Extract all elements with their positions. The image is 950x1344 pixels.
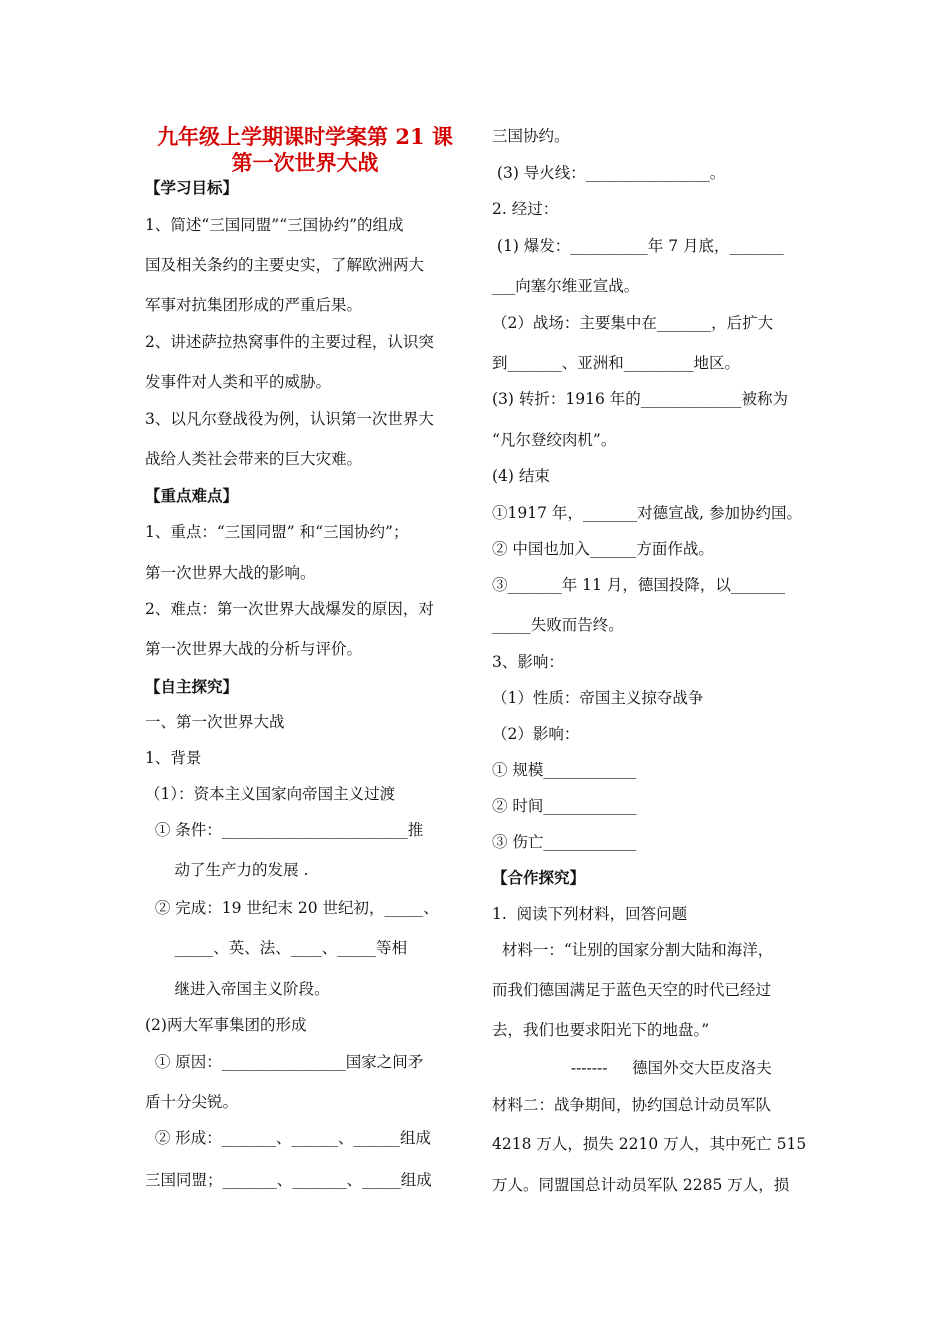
text-line: ------- 德国外交大臣皮洛夫 — [492, 1059, 772, 1077]
text-line: ① 规模____________ — [492, 761, 637, 779]
text-line: ② 形成：_______、______、______组成 — [145, 1129, 432, 1147]
text-line: 发事件对人类和平的威胁。 — [145, 373, 332, 391]
text-line: 3、影响： — [492, 653, 564, 671]
text-line: 万人。同盟国总计动员军队 2285 万人，损 — [492, 1176, 790, 1194]
text-line: 一、第一次世界大战 — [145, 713, 285, 731]
text-line: 1. 阅读下列材料，回答问题 — [492, 905, 688, 923]
text-line: 1、重点：“三国同盟” 和“三国协约”； — [145, 523, 409, 541]
text-line: 1、简述“三国同盟”“三国协约”的组成 — [145, 216, 404, 234]
text-line: 国及相关条约的主要史实，了解欧洲两大 — [145, 256, 425, 274]
text-line: （1）性质：帝国主义掠夺战争 — [492, 689, 704, 707]
text-line: (4) 结束 — [492, 467, 550, 485]
text-line: (3) 导火线：________________。 — [492, 164, 726, 182]
text-line: （1）：资本主义国家向帝国主义过渡 — [145, 785, 396, 803]
document-title-line-1: 九年级上学期课时学案第 21 课 — [157, 124, 453, 149]
text-line: （2）影响： — [492, 725, 580, 743]
text-line: 而我们德国满足于蓝色天空的时代已经过 — [492, 981, 772, 999]
text-line: 到_______、亚洲和_________地区。 — [492, 354, 741, 372]
text-line: 盾十分尖锐。 — [145, 1093, 239, 1111]
text-line: 2. 经过： — [492, 200, 559, 218]
text-line: 第一次世界大战的影响。 — [145, 564, 316, 582]
text-line: 1、背景 — [145, 749, 202, 767]
text-line: 动了生产力的发展 . — [145, 861, 309, 879]
text-line: ① 条件：________________________推 — [145, 821, 424, 839]
text-line: 三国协约。 — [492, 127, 570, 145]
text-line: （2）战场：主要集中在_______，后扩大 — [492, 314, 774, 332]
text-line: ② 中国也加入______方面作战。 — [492, 540, 714, 558]
text-line: 2、讲述萨拉热窝事件的主要过程，认识突 — [145, 333, 434, 351]
text-line: _____失败而告终。 — [492, 616, 624, 634]
text-line: 2、难点：第一次世界大战爆发的原因，对 — [145, 600, 434, 618]
section-heading: 【重点难点】 — [145, 486, 239, 505]
text-line: ③_______年 11 月，德国投降，以_______ — [492, 576, 786, 594]
section-heading: 【学习目标】 — [145, 178, 239, 197]
text-line: ___向塞尔维亚宣战。 — [492, 277, 640, 295]
text-line: (2)两大军事集团的形成 — [145, 1016, 307, 1034]
text-line: 继进入帝国主义阶段。 — [145, 980, 330, 998]
text-line: 三国同盟；_______、_______、_____组成 — [145, 1171, 432, 1189]
text-line: ③ 伤亡____________ — [492, 833, 637, 851]
text-line: ② 时间____________ — [492, 797, 637, 815]
text-line: 战给人类社会带来的巨大灾难。 — [145, 450, 363, 468]
text-line: ② 完成：19 世纪末 20 世纪初，_____、 — [145, 899, 439, 917]
text-line: 3、以凡尔登战役为例，认识第一次世界大 — [145, 410, 434, 428]
text-line: ① 原因：________________国家之间矛 — [145, 1053, 424, 1071]
text-line: ①1917 年，_______对德宣战, 参加协约国。 — [492, 504, 802, 522]
text-line: _____、英、法、____、_____等相 — [145, 939, 408, 957]
text-line: 材料一：“让别的国家分割大陆和海洋， — [492, 941, 774, 959]
text-line: 军事对抗集团形成的严重后果。 — [145, 296, 363, 314]
text-line: 材料二：战争期间，协约国总计动员军队 — [492, 1096, 772, 1114]
section-heading: 【自主探究】 — [145, 677, 239, 696]
text-line: 4218 万人，损失 2210 万人，其中死亡 515 — [492, 1135, 807, 1153]
text-line: “凡尔登绞肉机”。 — [492, 431, 617, 449]
section-heading: 【合作探究】 — [492, 868, 586, 887]
document-title-line-2: 第一次世界大战 — [231, 150, 379, 175]
text-line: (3) 转折：1916 年的_____________被称为 — [492, 390, 789, 408]
text-line: 第一次世界大战的分析与评价。 — [145, 640, 363, 658]
text-line: (1) 爆发：__________年 7 月底，_______ — [492, 237, 784, 255]
text-line: 去，我们也要求阳光下的地盘。” — [492, 1021, 710, 1039]
